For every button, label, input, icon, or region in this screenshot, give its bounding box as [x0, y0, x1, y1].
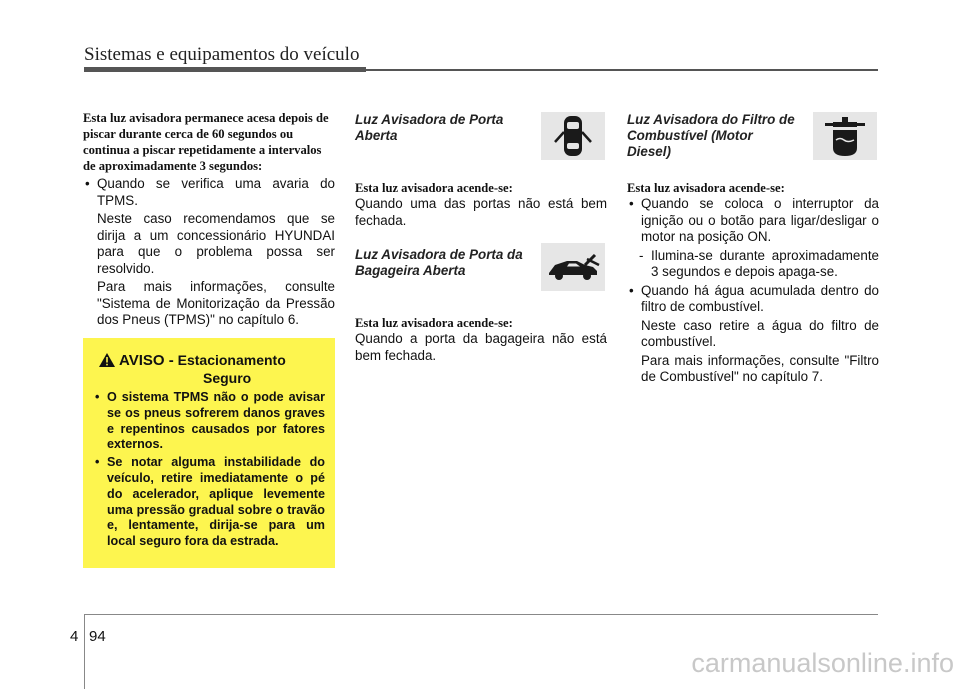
footer-rule: [84, 614, 878, 615]
tpms-para-2: Para mais informações, consulte "Sistema de Monitorização da Pressão dos Pneus (TPMS)" no capítulo 6.: [97, 279, 335, 327]
car-door-open-icon: [541, 112, 605, 160]
warning-title-line2: Seguro: [203, 370, 252, 386]
door-lead: Esta luz avisadora acende-se:: [355, 181, 513, 195]
page-header-title: Sistemas e equipamentos do veículo: [84, 44, 360, 65]
tpms-bullet: • Quando se verifica uma avaria do TPMS.: [83, 176, 335, 209]
warning-triangle-icon: [99, 353, 115, 370]
page-number: 94: [89, 628, 106, 645]
trunk-section-title: Luz Avisadora de Porta da Bagageira Aberta: [355, 247, 523, 278]
fuel-filter-lead: Esta luz avisadora acende-se:: [627, 181, 785, 195]
door-section-header: [355, 110, 607, 162]
trunk-lead: Esta luz avisadora acende-se:: [355, 316, 513, 330]
warning-box: [83, 338, 335, 568]
warning-bullet-2: • Se notar alguma instabilidade do veículo, retire imediatamente o pé do acelerador, aplique levemente uma pressão gradual sobre o travão e, lentamente, dirija-se para um local seguro fora da estrada.: [93, 455, 325, 550]
warning-title-line1: Estacionamento: [177, 352, 286, 368]
fuel-filter-dash: - Ilumina-se durante aproximadamente 3 segundos e depois apaga-se.: [639, 247, 879, 279]
fuel-filter-bullet-1: • Quando se coloca o interruptor da ignição ou o botão para ligar/desligar o motor na posição ON.: [627, 196, 879, 246]
fuel-filter-title: Luz Avisadora do Filtro de Combustível (Motor Diesel): [627, 112, 795, 159]
warning-prefix: AVISO -: [119, 352, 174, 369]
trunk-text: Quando a porta da bagageira não está bem fechada.: [355, 331, 607, 363]
watermark: carmanualsonline.info: [691, 648, 954, 678]
tpms-para-1: Neste caso recomendamos que se dirija a um concessionário HYUNDAI para que o problema possa ser resolvido.: [97, 211, 335, 276]
warning-body: [93, 390, 325, 550]
fuel-filter-icon: [813, 112, 877, 160]
door-section-title: Luz Avisadora de Porta Aberta: [355, 112, 504, 143]
tpms-intro: Esta luz avisadora permanece acesa depois de piscar durante cerca de 60 segundos ou continua a piscar repetidamente a intervalos de aproximadamente 3 segundos:: [83, 111, 329, 173]
warning-title: [99, 352, 329, 386]
fuel-filter-section-header: [627, 110, 879, 162]
header-rule-thin: [366, 69, 878, 71]
fuel-filter-para-1: Neste caso retire a água do filtro de combustível.: [641, 317, 879, 349]
column-tpms: [83, 110, 335, 329]
trunk-open-icon: [541, 243, 605, 291]
warning-bullet-1: • O sistema TPMS não o pode avisar se os pneus sofrerem danos graves e repentinos causados por fatores externos.: [93, 390, 325, 453]
column-fuel-filter: [627, 110, 879, 386]
fuel-filter-para-2: Para mais informações, consulte "Filtro de Combustível" no capítulo 7.: [641, 352, 879, 384]
footer-divider: [84, 614, 85, 689]
fuel-filter-bullet-2: • Quando há água acumulada dentro do filtro de combustível.: [627, 283, 879, 316]
header-rule-thick: [84, 67, 366, 72]
door-text: Quando uma das portas não está bem fechada.: [355, 196, 607, 228]
column-doors: [355, 110, 607, 364]
trunk-section-header: [355, 247, 607, 299]
chapter-number: 4: [70, 628, 79, 645]
